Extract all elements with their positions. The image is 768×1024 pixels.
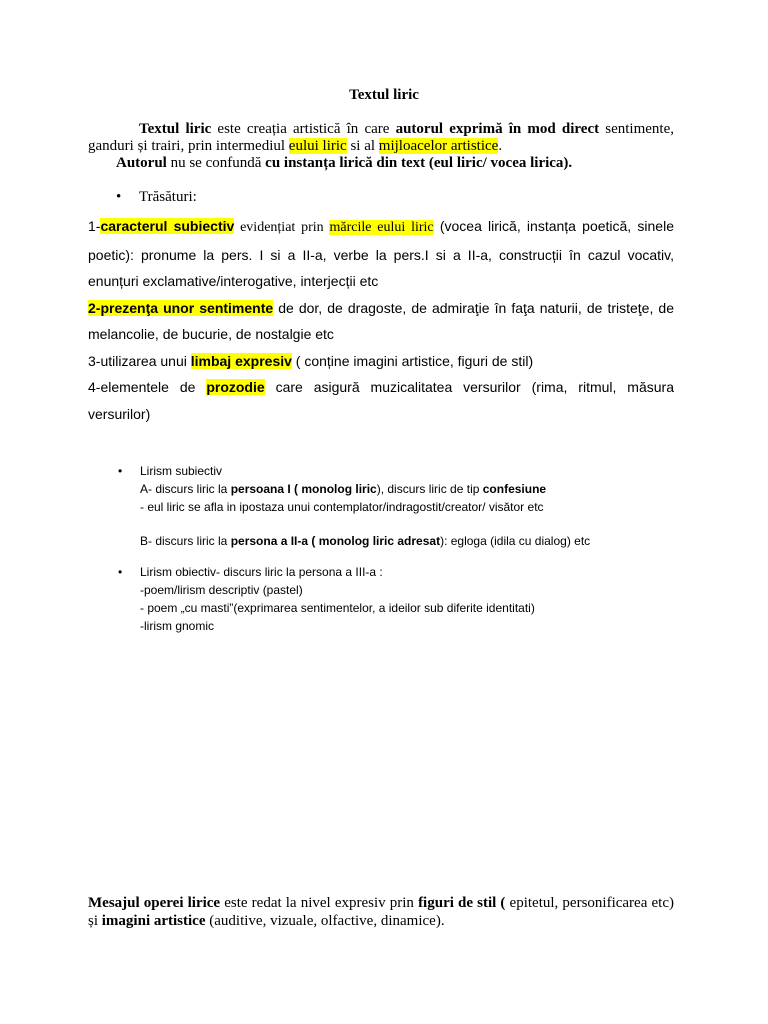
intro-text: sentimente, ganduri și trairi, prin intermediul bbox=[88, 121, 674, 154]
intro-paragraph-author bbox=[88, 155, 674, 172]
feature-text: ( conține imagini artistice, figuri de stil) bbox=[291, 352, 534, 369]
lirism-subiectiv-a bbox=[140, 480, 678, 498]
feature-4 bbox=[88, 374, 674, 427]
intro-text: este creația artistică în care bbox=[211, 121, 396, 137]
bullet-icon: • bbox=[118, 464, 123, 478]
feature-text: 3-utilizarea unui bbox=[88, 352, 191, 369]
intro-text: si al bbox=[346, 138, 379, 154]
intro-section bbox=[88, 121, 674, 172]
item-bold: persoana I ( monolog liric bbox=[230, 482, 377, 496]
item-bold: confesiune bbox=[482, 482, 547, 496]
intro-paragraph bbox=[88, 121, 674, 155]
feature-text: de dor, de dragoste, de admiraţie în faţa naturii, de tristeţe, de melancolie, de bucurie, de nostalgie etc bbox=[88, 299, 674, 342]
item-text: ): egloga (idila cu dialog) etc bbox=[440, 534, 591, 548]
intro-text: nu se confundă bbox=[166, 155, 266, 171]
bullet-icon: • bbox=[116, 189, 122, 205]
feature-number: 1- bbox=[88, 218, 101, 234]
feature-text: 4-elementele de bbox=[88, 379, 207, 395]
term-mesajul: Mesajul operei lirice bbox=[88, 895, 221, 911]
feature-text: care asigură muzicalitatea versurilor (rima, ritmul, măsura versurilor) bbox=[88, 379, 674, 422]
closing-text-part: (auditive, vizuale, olfactive, dinamice). bbox=[205, 913, 445, 929]
traits-heading: Trăsături: bbox=[139, 189, 197, 205]
feature-3 bbox=[88, 348, 674, 375]
feature-1 bbox=[88, 213, 674, 295]
closing-text-part: este redat la nivel expresiv prin bbox=[220, 895, 419, 911]
highlight-caracterul-subiectiv: caracterul subiectiv bbox=[100, 218, 235, 234]
lirism-subiectiv-b bbox=[140, 532, 678, 550]
item-text: ), discurs liric de tip bbox=[376, 482, 483, 496]
bullet-icon: • bbox=[118, 565, 123, 579]
feature-2 bbox=[88, 295, 674, 348]
closing-text-part: epitetul, personificarea etc) și bbox=[88, 895, 674, 929]
term-imagini-artistice: imagini artistice bbox=[101, 913, 206, 929]
lirism-obiectiv-line: -poem/lirism descriptiv (pastel) bbox=[140, 583, 303, 597]
lirism-subiectiv-title: Lirism subiectiv bbox=[140, 464, 223, 478]
page-title: Textul liric bbox=[349, 87, 419, 103]
highlight-limbaj-expresiv: limbaj expresiv bbox=[190, 352, 292, 369]
lirism-obiectiv-title: Lirism obiectiv- discurs liric la persona a III-a : bbox=[140, 565, 383, 579]
feature-text: (vocea lirică, instanța poetică, sinele poetic): pronume la pers. I si a II-a, verbe la pers.I si a II-a, construcții în cazul vocativ, enunțuri exclamative/interogative, interjecții etc bbox=[88, 218, 674, 289]
term-instanta-lirica: cu instanța lirică din text (eul liric/ vocea lirica). bbox=[265, 155, 573, 171]
term-textul-liric: Textul liric bbox=[139, 121, 212, 137]
term-autor-direct: autorul exprimă în mod direct bbox=[395, 121, 600, 137]
item-text: A- discurs liric la bbox=[140, 482, 231, 496]
lirism-list bbox=[118, 462, 678, 635]
highlight-prezenta-sentimente: 2-prezenţa unor sentimente bbox=[88, 299, 274, 316]
intro-text: . bbox=[498, 138, 503, 154]
highlight-marcile-eului-liric: mărcile eului liric bbox=[329, 220, 434, 235]
highlight-eului-liric: eului liric bbox=[288, 138, 347, 154]
closing-paragraph bbox=[88, 894, 674, 930]
list-item-lirism-subiectiv bbox=[118, 462, 678, 550]
item-bold: persona a II-a ( monolog liric adresat bbox=[230, 534, 441, 548]
item-text: B- discurs liric la bbox=[140, 534, 231, 548]
feature-text: evidențiat prin bbox=[234, 220, 330, 235]
lirism-obiectiv-line: -lirism gnomic bbox=[140, 619, 215, 633]
highlight-mijloace-artistice: mijloacelor artistice bbox=[378, 138, 499, 154]
lirism-subiectiv-a-detail: - eul liric se afla in ipostaza unui contemplator/indragostit/creator/ visător etc bbox=[140, 500, 544, 514]
closing-text bbox=[88, 894, 674, 930]
features-list bbox=[88, 213, 674, 427]
list-item-lirism-obiectiv bbox=[118, 563, 678, 635]
lirism-obiectiv-line: - poem „cu masti”(exprimarea sentimentelor, a ideilor sub diferite identitati) bbox=[140, 601, 535, 615]
term-autorul: Autorul bbox=[116, 155, 167, 171]
highlight-prozodie: prozodie bbox=[206, 379, 265, 395]
term-figuri-de-stil: figuri de stil ( bbox=[418, 895, 506, 911]
